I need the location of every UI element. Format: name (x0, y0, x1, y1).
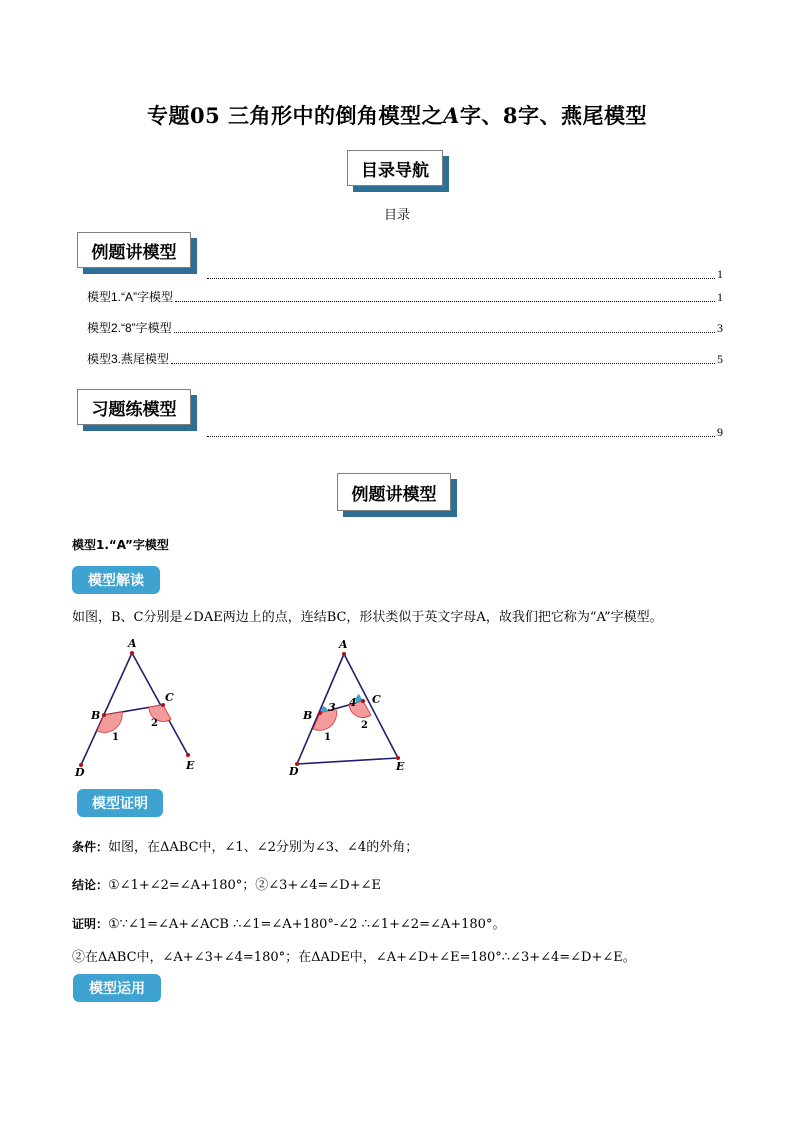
toc-label: 目录 (383, 207, 410, 222)
line-AD (81, 653, 132, 765)
condition-line (72, 836, 418, 855)
toc-dots (174, 331, 715, 333)
section-example-center-label: 例题讲模型 (351, 484, 437, 505)
label-2: 2 (361, 720, 368, 731)
toc-dots (207, 277, 715, 279)
condition-label: 条件： (72, 840, 109, 854)
label-1: 1 (324, 732, 331, 743)
point-A (130, 651, 134, 655)
section-example-label: 例题讲模型 (91, 242, 177, 263)
figure-a-model-1 (70, 636, 210, 778)
title-part1: 专题05 三角形中的倒角模型之 (147, 103, 444, 128)
toc-page: 9 (717, 425, 723, 439)
title-italic: A (443, 103, 460, 128)
toc-page: 3 (717, 321, 723, 335)
label-C: C (165, 691, 174, 704)
proof-line-1 (72, 913, 505, 932)
line-DE (297, 758, 398, 764)
label-A: A (128, 637, 137, 650)
toc-entry[interactable] (87, 289, 723, 305)
label-E: E (186, 759, 195, 772)
section-practice-header (77, 389, 191, 425)
pill-model-use-label: 模型运用 (89, 981, 145, 997)
pill-model-proof-label: 模型证明 (92, 796, 148, 812)
point-B (102, 713, 106, 717)
label-D: D (75, 766, 85, 778)
angle-1-mark (97, 712, 122, 732)
figure-a-model-2 (282, 636, 422, 778)
label-C: C (372, 693, 381, 706)
toc-dots (175, 300, 715, 302)
toc-page: 5 (717, 352, 723, 366)
toc-entry[interactable] (205, 424, 723, 440)
toc-entry-label: 模型2.“8”字模型 (87, 321, 172, 335)
toc-entry[interactable] (87, 351, 723, 367)
toc-page: 1 (717, 267, 723, 281)
section-practice-label: 习题练模型 (91, 399, 177, 420)
nav-header (347, 150, 443, 186)
proof-label: 证明： (72, 917, 109, 931)
section-example-header (77, 232, 191, 268)
toc-dots (171, 362, 715, 364)
point-C (361, 699, 365, 703)
model1-heading: 模型1.“A”字模型 (72, 538, 169, 552)
label-A: A (339, 638, 348, 651)
condition-text: 如图，在ΔABC中，∠1、∠2分别为∠3、∠4的外角； (108, 840, 419, 855)
toc-entry[interactable] (205, 266, 723, 282)
line-AE (132, 653, 188, 755)
label-B: B (91, 709, 101, 722)
toc-page: 1 (717, 290, 723, 304)
label-E: E (396, 760, 405, 773)
proof-line-2: ②在ΔABC中，∠A+∠3+∠4=180°；在ΔADE中，∠A+∠D+∠E=180°∴∠3+∠4=∠D+∠E。 (72, 950, 636, 965)
pill-model-read (72, 566, 160, 594)
label-3: 3 (328, 701, 336, 714)
nav-header-label: 目录导航 (361, 160, 429, 181)
pill-model-read-label: 模型解读 (88, 573, 144, 589)
point-E (186, 753, 190, 757)
label-B: B (303, 709, 313, 722)
proof-line-1-text: ①∵∠1=∠A+∠ACB ∴∠1=∠A+180°-∠2 ∴∠1+∠2=∠A+180°。 (108, 917, 506, 932)
pill-model-proof (77, 789, 163, 817)
intro-text: 如图，B、C分别是∠DAE两边上的点，连结BC，形状类似于英文字母A，故我们把它称为“A”字模型。 (72, 610, 663, 625)
label-D: D (289, 765, 299, 778)
point-A (342, 652, 346, 656)
toc-dots (207, 435, 715, 437)
pill-model-use (73, 974, 161, 1002)
toc-entry-label: 模型3.燕尾模型 (87, 352, 170, 366)
label-1: 1 (112, 732, 119, 743)
conclusion-text: ①∠1+∠2=∠A+180°；②∠3+∠4=∠D+∠E (108, 878, 381, 893)
page-title (0, 100, 794, 130)
conclusion-line (72, 874, 381, 893)
point-B (318, 711, 322, 715)
toc-entry[interactable] (87, 320, 723, 336)
section-example-center-header (337, 473, 451, 511)
toc-entry-label: 模型1.“A”字模型 (87, 290, 174, 304)
label-4: 4 (349, 696, 357, 709)
label-2: 2 (151, 718, 158, 729)
conclusion-label: 结论： (72, 878, 109, 892)
title-part2: 字、8字、燕尾模型 (459, 103, 647, 128)
